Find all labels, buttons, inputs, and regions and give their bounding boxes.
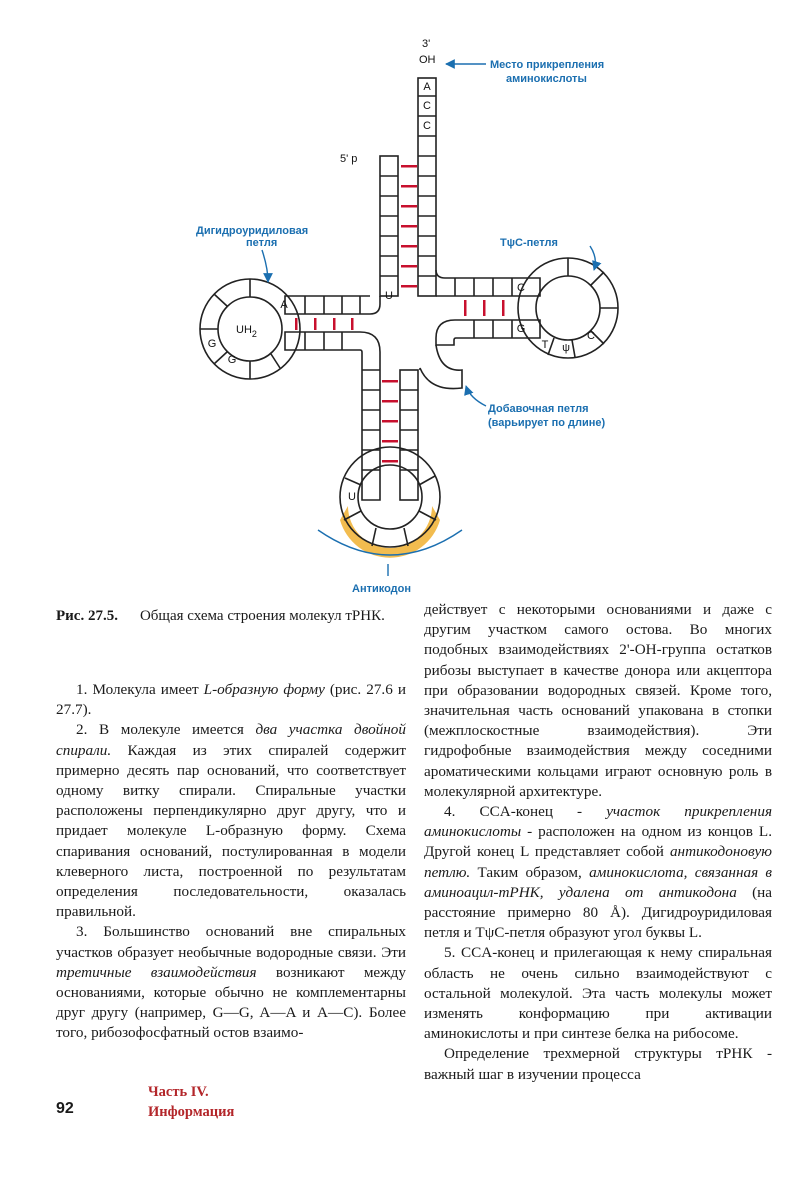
attachment-site-label-1: Место прикрепления — [490, 59, 605, 71]
figure-caption — [56, 606, 406, 627]
d-loop-label-1: Дигидроуридиловая — [196, 225, 309, 237]
five-prime-label: 5' p — [340, 153, 358, 165]
paragraph-3: 3. Большинство оснований вне спиральных участков образует необычные водородные связи. Эти третичные взаимодействия возникают между основаниями, которые обычно не комплементарны друг другу (например, G—G, A—A и A—C). Более того, рибозофосфатный остов взаимо- — [56, 923, 406, 1042]
base-c2-t-loop: C — [587, 329, 595, 342]
uh2-label: $UH_2$ — [236, 324, 257, 339]
attachment-site-label-2: аминокислоты — [506, 73, 587, 85]
base-a-acceptor: A — [423, 80, 431, 93]
caption-label: Рис. 27.5. — [56, 608, 118, 624]
base-a-d-arm: A — [280, 298, 288, 311]
paragraph-6: Определение трехмерной структуры тРНК - важный шаг в изучении процесса — [424, 1045, 772, 1083]
extra-loop-label-2: (варьирует по длине) — [488, 417, 606, 429]
d-loop-label-2: петля — [246, 237, 278, 249]
tpsic-loop-label: TψC-петля — [500, 237, 558, 249]
base-g2-d-loop: G — [227, 353, 237, 366]
base-c-t-arm: C — [517, 281, 525, 294]
base-t-t-loop: T — [541, 338, 549, 351]
three-prime-label: 3' — [422, 38, 431, 50]
page-number: 92 — [56, 1100, 74, 1117]
base-c1-acceptor: C — [423, 99, 431, 112]
base-u-anticodon: U — [348, 490, 356, 503]
paragraph-2: 2. В молекуле имеется два участка двойной спирали. Каждая из этих спиралей содержит примерно десять пар оснований, что соответствует одному витку спирали. Спиральные участки расположены перпендикулярно друг другу, что и придает молекуле L-образную форму. Схема спаривания оснований, постулированная в модели клеверного листа, построенной по результатам определения последовательности, оказалась правильной. — [56, 721, 406, 921]
base-c2-acceptor: C — [423, 119, 431, 132]
extra-loop-label-1: Добавочная петля — [488, 403, 589, 415]
paragraph-3-continued: действует с некоторыми основаниями и даже с другим участком самого остова. Во многих подобных взаимодействиях 2'-OH-группа остатков рибозы выступает в качестве донора или акцептора при образовании водородных связей. Кроме того, значительная часть оснований упакована в стопки (межплоскостные взаимодействия). Эти гидрофобные взаимодействия между соседними ароматическими кольцами играют основную роль в молекулярной архитектуре. — [424, 601, 772, 800]
text-column-left — [56, 680, 406, 1044]
paragraph-5: 5. CCA-конец и прилегающая к нему спиральная область не очень сильно взаимодействуют с остальной молекулой. Эта часть молекулы может изменять конформацию при активации аминокислоты и при синтезе белка на рибосоме. — [424, 944, 772, 1043]
paragraph-4: 4. CCA-конец - участок прикрепления аминокислоты - расположен на одном из концов L. Другой конец L представляет собой антикодоновую петлю. Таким образом, аминокислота, связанная в аминоацил-тРНК, удалена от антикодона (на расстояние примерно 80 Å). Дигидроуридиловая петля и TψC-петля образуют угол буквы L. — [424, 803, 773, 942]
base-g1-d-loop: G — [207, 337, 217, 350]
oh-label: OH — [419, 54, 436, 66]
base-psi-t-loop: ψ — [562, 341, 570, 354]
paragraph-1: 1. Молекула имеет L-образную форму (рис. 27.6 и 27.7). — [56, 681, 407, 719]
anticodon-label: Антикодон — [352, 583, 412, 595]
caption-text: Общая схема строения молекул тРНК. — [139, 608, 385, 624]
base-u-acceptor: U — [385, 289, 393, 302]
text-column-right — [424, 600, 772, 1085]
section-title — [148, 1082, 234, 1122]
base-g-t-arm: G — [516, 322, 526, 335]
part-label: Часть IV. — [148, 1084, 209, 1100]
section-label: Информация — [148, 1104, 235, 1120]
